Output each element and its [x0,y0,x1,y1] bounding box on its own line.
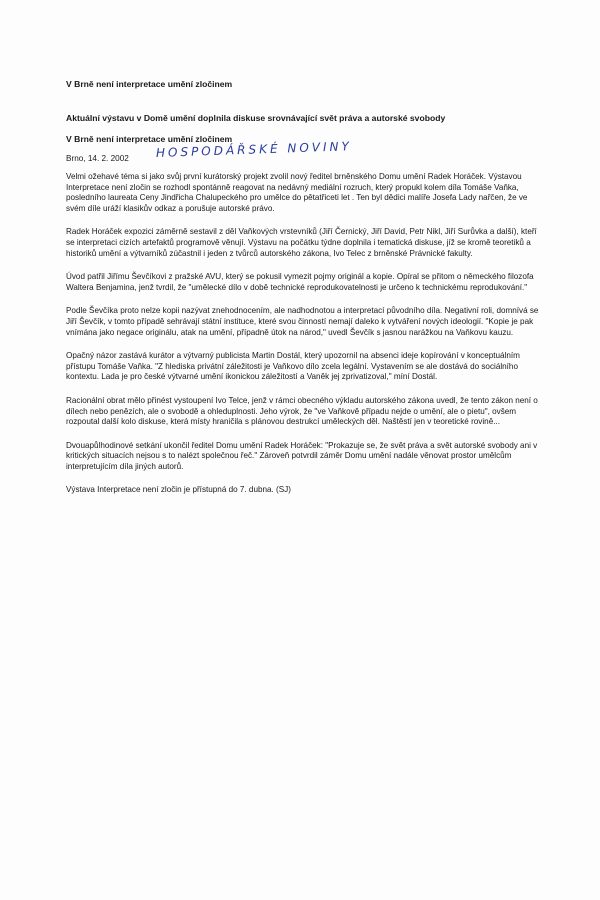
article-paragraph: Podle Ševčíka proto nelze kopii nazývat znehodnocením, ale nadhodnotou a interpretací původního díla. Negativní roli, domnívá se Jiří Ševčík, v tomto případě sehrávají státní instituce, které svou činností nemají daleko k vytváření nových ideologií. "Kopie je pak vnímána jako negace originálu, atak na umění, případně útok na národ," uvedl Ševčík s jasnou narážkou na Vaňkovu kauzu. [66,306,539,337]
handwritten-source-note: HOSPODÁŘSKÉ NOVINY [155,139,353,160]
article-title: V Brně není interpretace umění zločinem [66,134,233,144]
article-paragraph: Velmi ožehavé téma si jako svůj první kurátorský projekt zvolil nový ředitel brněnského Domu umění Radek Horáček. Výstavou Interpretace není zločin se rozhodl spontánně reagovat na nedávný mediální rozruch, který propukl kolem díla Tomáše Vaňka, posledního laureata Ceny Jindřicha Chalupeckého pro umělce do pětatřiceti let . Ten byl dědici malíře Josefa Lady nařčen, že ve svém díle uráží klasikův odkaz a porušuje autorské právo. [66,172,528,213]
article-paragraph: Úvod patřil Jiřímu Ševčíkovi z pražské AVU, který se pokusil vymezit pojmy originál a kopie. Opíral se přitom o německého filozofa Waltera Benjamina, jenž tvrdil, že "umělecké dílo v době technické reprodukovatelnosti je určeno k technickému reprodukování." [66,272,534,292]
article-paragraph: Opačný názor zastává kurátor a výtvarný publicista Martin Dostál, který upozornil na absenci ideje kopírování v konceptuálním přístupu Tomáše Vaňka. "Z hlediska privátní záležitosti je Vaňkovo dílo zcela legální. Vystavením se ale dostává do sociálního kontextu. Lada je pro české výtvarné umění ikonickou záležitostí a Vaněk jej zprivatizoval," míní Dostál. [66,351,520,382]
article-paragraph: Radek Horáček expozici záměrně sestavil z děl Vaňkových vrstevníků (Jiří Černický, Jiří David, Petr Nikl, Jiří Surůvka a další), kteří se interpretaci cizích artefaktů programově věnují. Výstavu na počátku týdne doplnila i tematická diskuse, jíž se kromě teoretiků a historiků umění a výtvarníků zúčastnil i jeden z tvůrců autorského zákona, Ivo Telec z brněnské Právnické fakulty. [66,227,537,258]
article-body [66,172,541,509]
article-paragraph: Výstava Interpretace není zločin je přístupná do 7. dubna. (SJ) [66,485,291,495]
article-dateline: Brno, 14. 2. 2002 [66,154,129,163]
document-title: V Brně není interpretace umění zločinem [66,79,233,89]
article-paragraph: Racionální obrat mělo přinést vystoupení Ivo Telce, jenž v rámci obecného výkladu autorského zákona uvedl, že tento zákon není o dílech nebo penězích, ale o svobodě a ohleduplnosti. Jeho výrok, že "ve Vaňkově případu nejde o umění, ale o pietu", ovšem rozpoutal další kolo diskuse, která místy hraničila s plánovou destrukcí uměleckých děl. Naštěstí jen v teoretické rovině... [66,395,538,427]
article-paragraph: Dvouapůlhodinové setkání ukončil ředitel Domu umění Radek Horáček: "Prokazuje se, že svět práva a svět autorské svobody ani v kritických situacích nejsou s to nalézt společnou řeč." Zároveň potvrdil záměr Domu umění nadále věnovat prostor umělcům interpretujícím díla jiných autorů. [66,440,538,471]
document-subtitle: Aktuální výstavu v Domě umění doplnila diskuse srovnávající svět práva a autorské svobody [66,113,446,123]
